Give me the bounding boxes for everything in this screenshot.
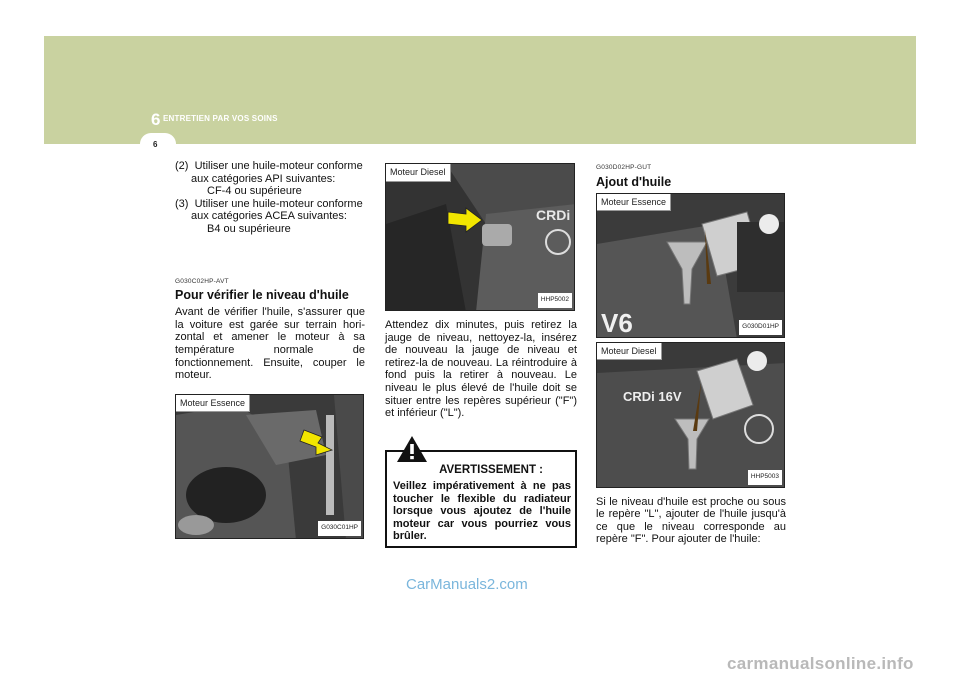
page-number-tab: [140, 133, 176, 155]
watermark-carmanuals2[interactable]: CarManuals2.com: [406, 576, 528, 593]
section-title: Pour vérifier le niveau d'huile: [175, 288, 349, 303]
column-middle: [385, 160, 577, 548]
photo-code: G030C01HP: [318, 521, 361, 536]
engine-photo-essence-fill: [596, 193, 785, 338]
engine-photo-diesel-dipstick: [385, 163, 575, 311]
list-item: [175, 160, 365, 185]
engine-photo-diesel-fill: [596, 342, 785, 488]
list-item-text: Utiliser une huile-moteur conforme aux catégories API suivantes:: [191, 160, 363, 185]
warning-box: [385, 450, 577, 549]
section-code: G030D02HP-GUT: [596, 164, 652, 171]
engine-illustration: [597, 343, 785, 488]
photo-code: HHP5002: [538, 293, 572, 308]
engine-illustration: [597, 194, 785, 338]
page-number: 6: [153, 140, 158, 149]
engine-cover-text: CRDi 16V: [623, 388, 682, 404]
engine-cover-text: V6: [601, 307, 633, 338]
chapter-title: ENTRETIEN PAR VOS SOINS: [163, 114, 278, 123]
warning-triangle-icon: [395, 434, 429, 464]
section-title: Ajout d'huile: [596, 174, 672, 189]
list-item-sub: CF-4 ou supérieure: [207, 185, 302, 198]
column-right: [596, 160, 786, 546]
list-item-number: (3): [175, 197, 189, 210]
list-item: [175, 198, 365, 223]
engine-illustration: [386, 164, 575, 311]
engine-cover-text: CRDi: [536, 207, 571, 223]
engine-photo-essence-dipstick: [175, 394, 364, 539]
warning-text: Veillez impérativement à ne pas toucher le flexible du radiateur lorsque vous ajoutez de l'huile moteur car vous pourriez vous brûler.: [393, 480, 571, 542]
section-paragraph: Si le niveau d'huile est proche ou sous le repère "L", ajouter de l'huile jusqu'à ce que le niveau corresponde au repère "F". Pour ajouter de l'huile:: [596, 495, 786, 546]
watermark-carmanualsonline[interactable]: carmanualsonline.info: [727, 654, 914, 673]
column-left: [175, 160, 365, 539]
warning-title: AVERTISSEMENT :: [439, 463, 543, 476]
photo-code: HHP5003: [748, 470, 782, 485]
section-paragraph: Attendez dix minutes, puis retirez la jauge de niveau, nettoyez-la, insérez de nouveau la jauge de niveau et retirez-la de nouveau. La réintroduire à fond puis la retirer à nouveau. Le niveau le plus élevé de l'huile doit se situer entre les repères supérieur ("F") et inférieur ("L").: [385, 319, 577, 420]
photo-label: Moteur Diesel: [386, 164, 451, 182]
photo-label: Moteur Essence: [176, 395, 250, 413]
list-item-number: (2): [175, 160, 189, 172]
list-item-sub: B4 ou supérieure: [207, 222, 291, 235]
engine-illustration: [176, 395, 364, 539]
header-band: [44, 36, 916, 144]
chapter-number: 6: [151, 110, 161, 129]
section-code: G030C02HP-AVT: [175, 277, 229, 285]
section-paragraph: Avant de vérifier l'huile, s'assurer que la voiture est garée sur terrain hori- zontal et amener le moteur à sa température normale de fonctionnement. Ensuite, couper le moteur.: [175, 306, 365, 382]
photo-label: Moteur Essence: [597, 194, 671, 212]
photo-label: Moteur Diesel: [597, 343, 662, 361]
list-item-text: Utiliser une huile-moteur conforme aux catégories ACEA suivantes:: [191, 197, 363, 223]
photo-code: G030D01HP: [739, 320, 782, 335]
